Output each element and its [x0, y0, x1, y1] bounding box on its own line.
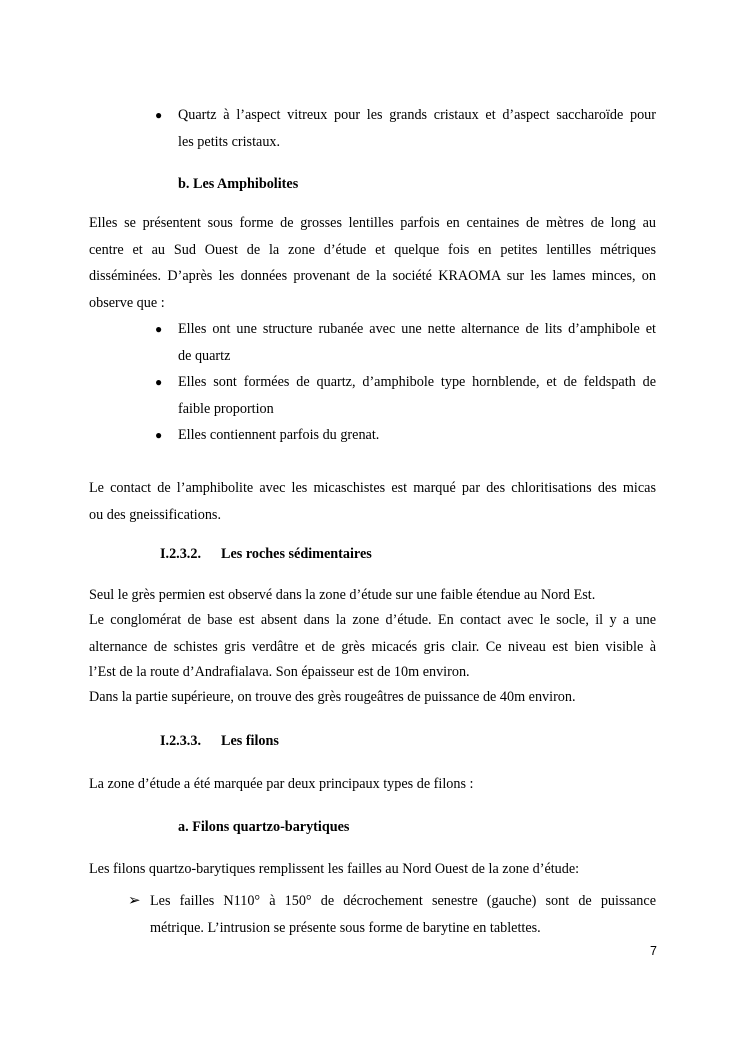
- contact-paragraph: [89, 475, 656, 528]
- text-line: centre et au Sud Ouest de la zone d’étude et quelque fois en petites lentilles métriques: [89, 241, 656, 258]
- amphibolite-bullet-item: [178, 316, 656, 369]
- text-line: faible proportion: [178, 400, 274, 417]
- text-line: Le conglomérat de base est absent dans la zone d’étude. En contact avec le socle, il y a une: [89, 612, 656, 628]
- text-line: Elles se présentent sous forme de grosses lentilles parfois en centaines de mètres de long au: [89, 215, 656, 231]
- section-number: I.2.3.3.: [160, 733, 201, 749]
- page-number: 7: [650, 944, 657, 958]
- sedimentaires-paragraph: [89, 584, 656, 711]
- text-line: alternance de schistes gris verdâtre et de grès micacés gris clair. Ce niveau est bien visible à: [89, 638, 656, 655]
- text-line: l’Est de la route d’Andrafialava. Son épaisseur est de 10m environ.: [89, 664, 470, 680]
- section-title-sedimentaires: Les roches sédimentaires: [221, 546, 372, 562]
- bullet-dot: ●: [155, 108, 163, 122]
- amphibolite-bullet-item: [178, 422, 656, 449]
- quartz-bullet-item: [178, 102, 656, 155]
- amphibolites-paragraph: [89, 210, 656, 316]
- text-line: observe que :: [89, 294, 165, 311]
- text-line: Seul le grès permien est observé dans la zone d’étude sur une faible étendue au Nord Est.: [89, 587, 596, 603]
- text-line: disséminées. D’après les données provenant de la société KRAOMA sur les lames minces, on: [89, 268, 656, 284]
- section-heading-amphibolites: b. Les Amphibolites: [178, 176, 299, 192]
- text-line: Elles ont une structure rubanée avec une nette alternance de lits d’amphibole et: [178, 321, 656, 337]
- filons-intro: La zone d’étude a été marquée par deux principaux types de filons :: [89, 776, 474, 792]
- sub-heading-quartzo-barytiques: a. Filons quartzo-barytiques: [178, 819, 350, 835]
- bullet-dot: ●: [155, 322, 163, 336]
- text-line: Quartz à l’aspect vitreux pour les grands cristaux et d’aspect saccharoïde pour: [178, 107, 656, 123]
- text-line: Le contact de l’amphibolite avec les micaschistes est marqué par des chloritisations des micas: [89, 480, 656, 496]
- filons-sub-intro: Les filons quartzo-barytiques remplissent les failles au Nord Ouest de la zone d’étude:: [89, 861, 580, 877]
- text-line: Les failles N110° à 150° de décrochement senestre (gauche) sont de puissance: [150, 893, 656, 909]
- section-number: I.2.3.2.: [160, 546, 201, 562]
- arrow-bullet-icon: ➢: [128, 893, 141, 909]
- amphibolite-bullet-item: [178, 369, 656, 422]
- bullet-dot: ●: [155, 375, 163, 389]
- text-line: ou des gneissifications.: [89, 506, 222, 523]
- text-line: Dans la partie supérieure, on trouve des grès rougeâtres de puissance de 40m environ.: [89, 689, 576, 705]
- bullet-dot: ●: [155, 428, 163, 442]
- text-line: Elles sont formées de quartz, d’amphibole type hornblende, et de feldspath de: [178, 374, 656, 390]
- text-line: Elles contiennent parfois du grenat.: [178, 427, 380, 443]
- text-line: les petits cristaux.: [178, 133, 281, 150]
- failles-arrow-item: [150, 888, 656, 941]
- text-line: métrique. L’intrusion se présente sous forme de barytine en tablettes.: [150, 919, 541, 936]
- section-title-filons: Les filons: [221, 733, 279, 749]
- text-line: de quartz: [178, 347, 231, 364]
